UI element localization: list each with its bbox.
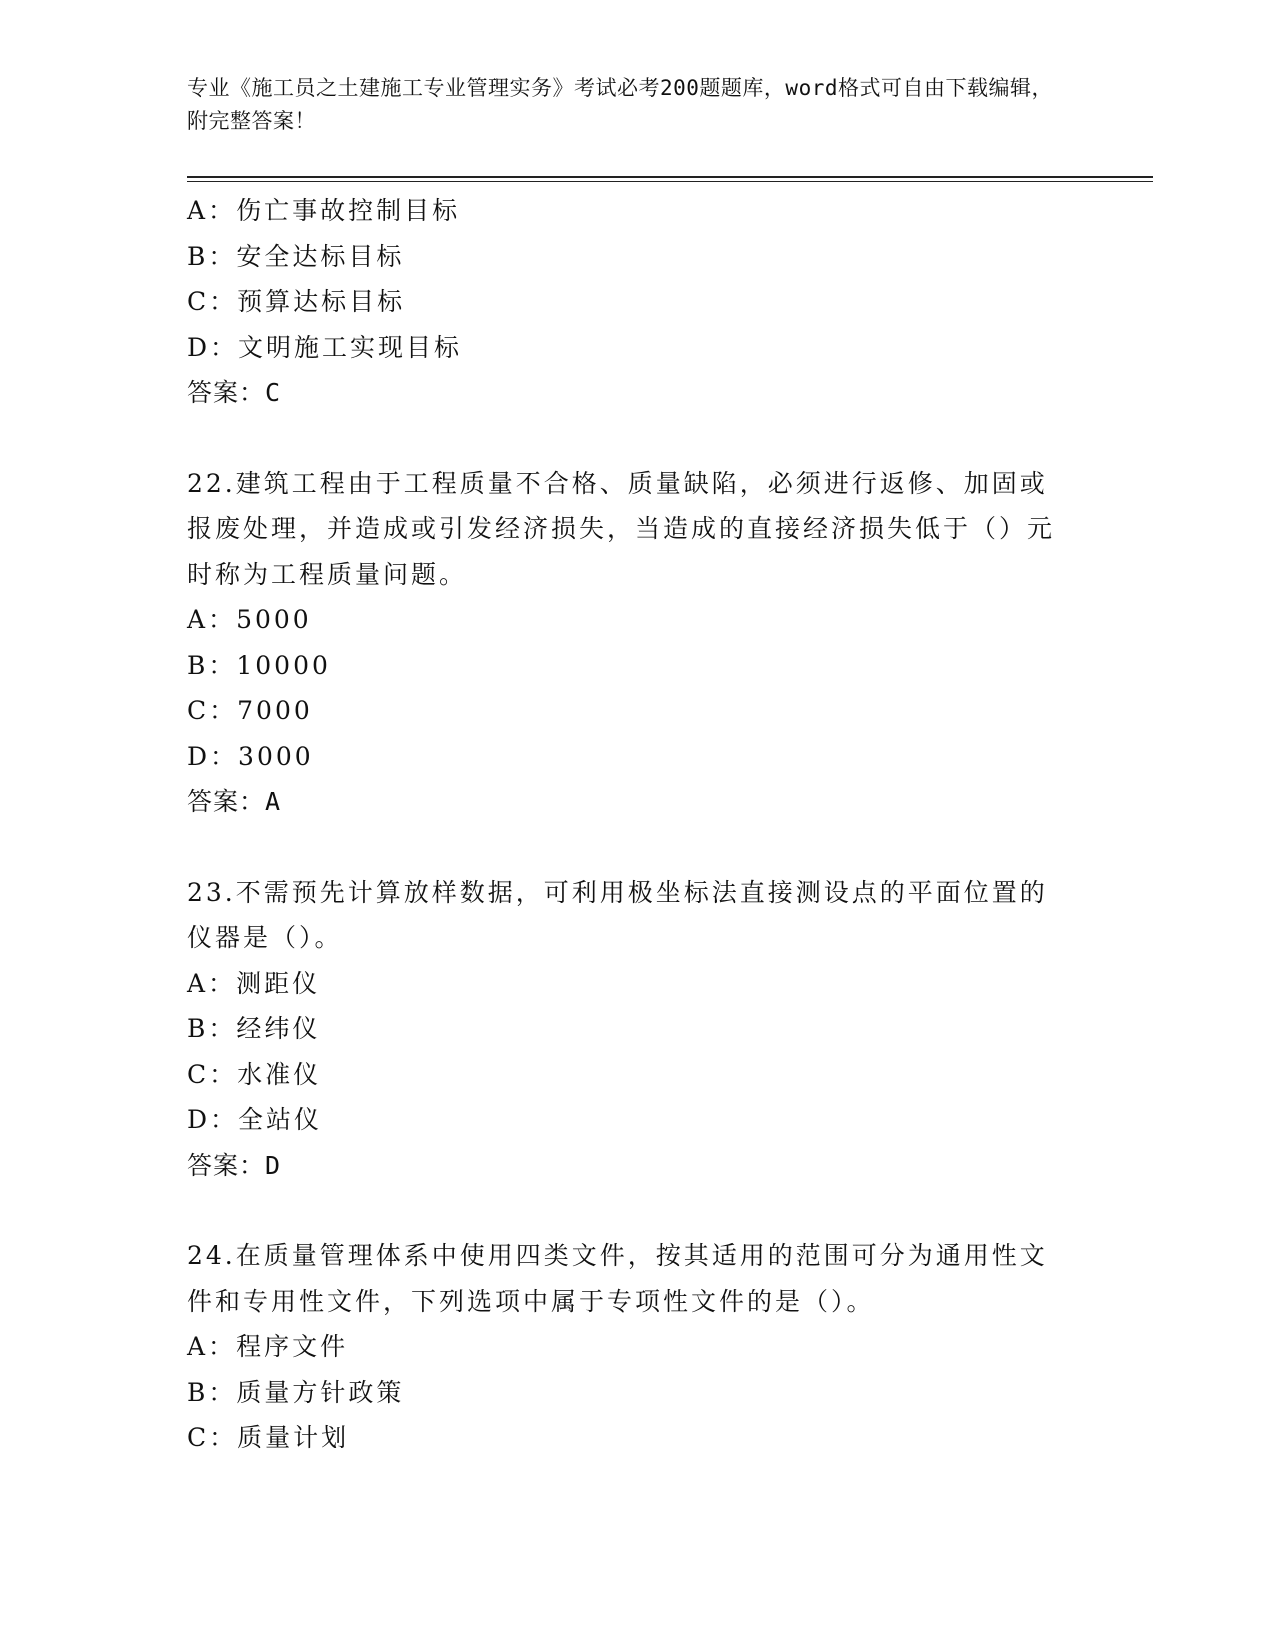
option-c: C：质量计划 [187,1423,350,1452]
option-d: D：全站仪 [187,1105,323,1134]
answer-line: 答案：C [187,378,282,407]
option-b: B：经纬仪 [187,1014,321,1043]
option-c: C：7000 [187,696,313,725]
option-b: B：安全达标目标 [187,241,405,271]
option-b: B：10000 [187,650,331,680]
answer-line: 答案：A [187,787,282,816]
question-text: 24.在质量管理体系中使用四类文件，按其适用的范围可分为通用性文件和专用性文件，下列选项中属于专项性文件的是（）。 [187,1241,1048,1316]
question-block [187,870,1087,1189]
option-a: A：5000 [187,605,312,634]
document-header: 专业《施工员之土建施工专业管理实务》考试必考200题题库，word格式可自由下载编辑，附完整答案！ [187,76,1053,133]
question-block [187,461,1087,825]
option-c: C：预算达标目标 [187,287,406,316]
answer-line: 答案：D [187,1150,282,1180]
option-a: A：程序文件 [187,1332,349,1361]
option-a: A：伤亡事故控制目标 [187,196,461,225]
option-d: D：3000 [187,741,314,771]
question-block [187,188,1087,416]
option-c: C：水准仪 [187,1059,322,1089]
option-b: B：质量方针政策 [187,1377,405,1407]
option-a: A：测距仪 [187,968,321,998]
question-block [187,1233,1087,1461]
question-text: 23.不需预先计算放样数据，可利用极坐标法直接测设点的平面位置的仪器是（）。 [187,877,1048,952]
header-divider [187,176,1153,182]
question-text: 22.建筑工程由于工程质量不合格、质量缺陷，必须进行返修、加固或报废处理，并造成或引发经济损失，当造成的直接经济损失低于（）元时称为工程质量问题。 [187,468,1056,589]
question-list [187,188,1087,1461]
option-d: D：文明施工实现目标 [187,332,463,362]
